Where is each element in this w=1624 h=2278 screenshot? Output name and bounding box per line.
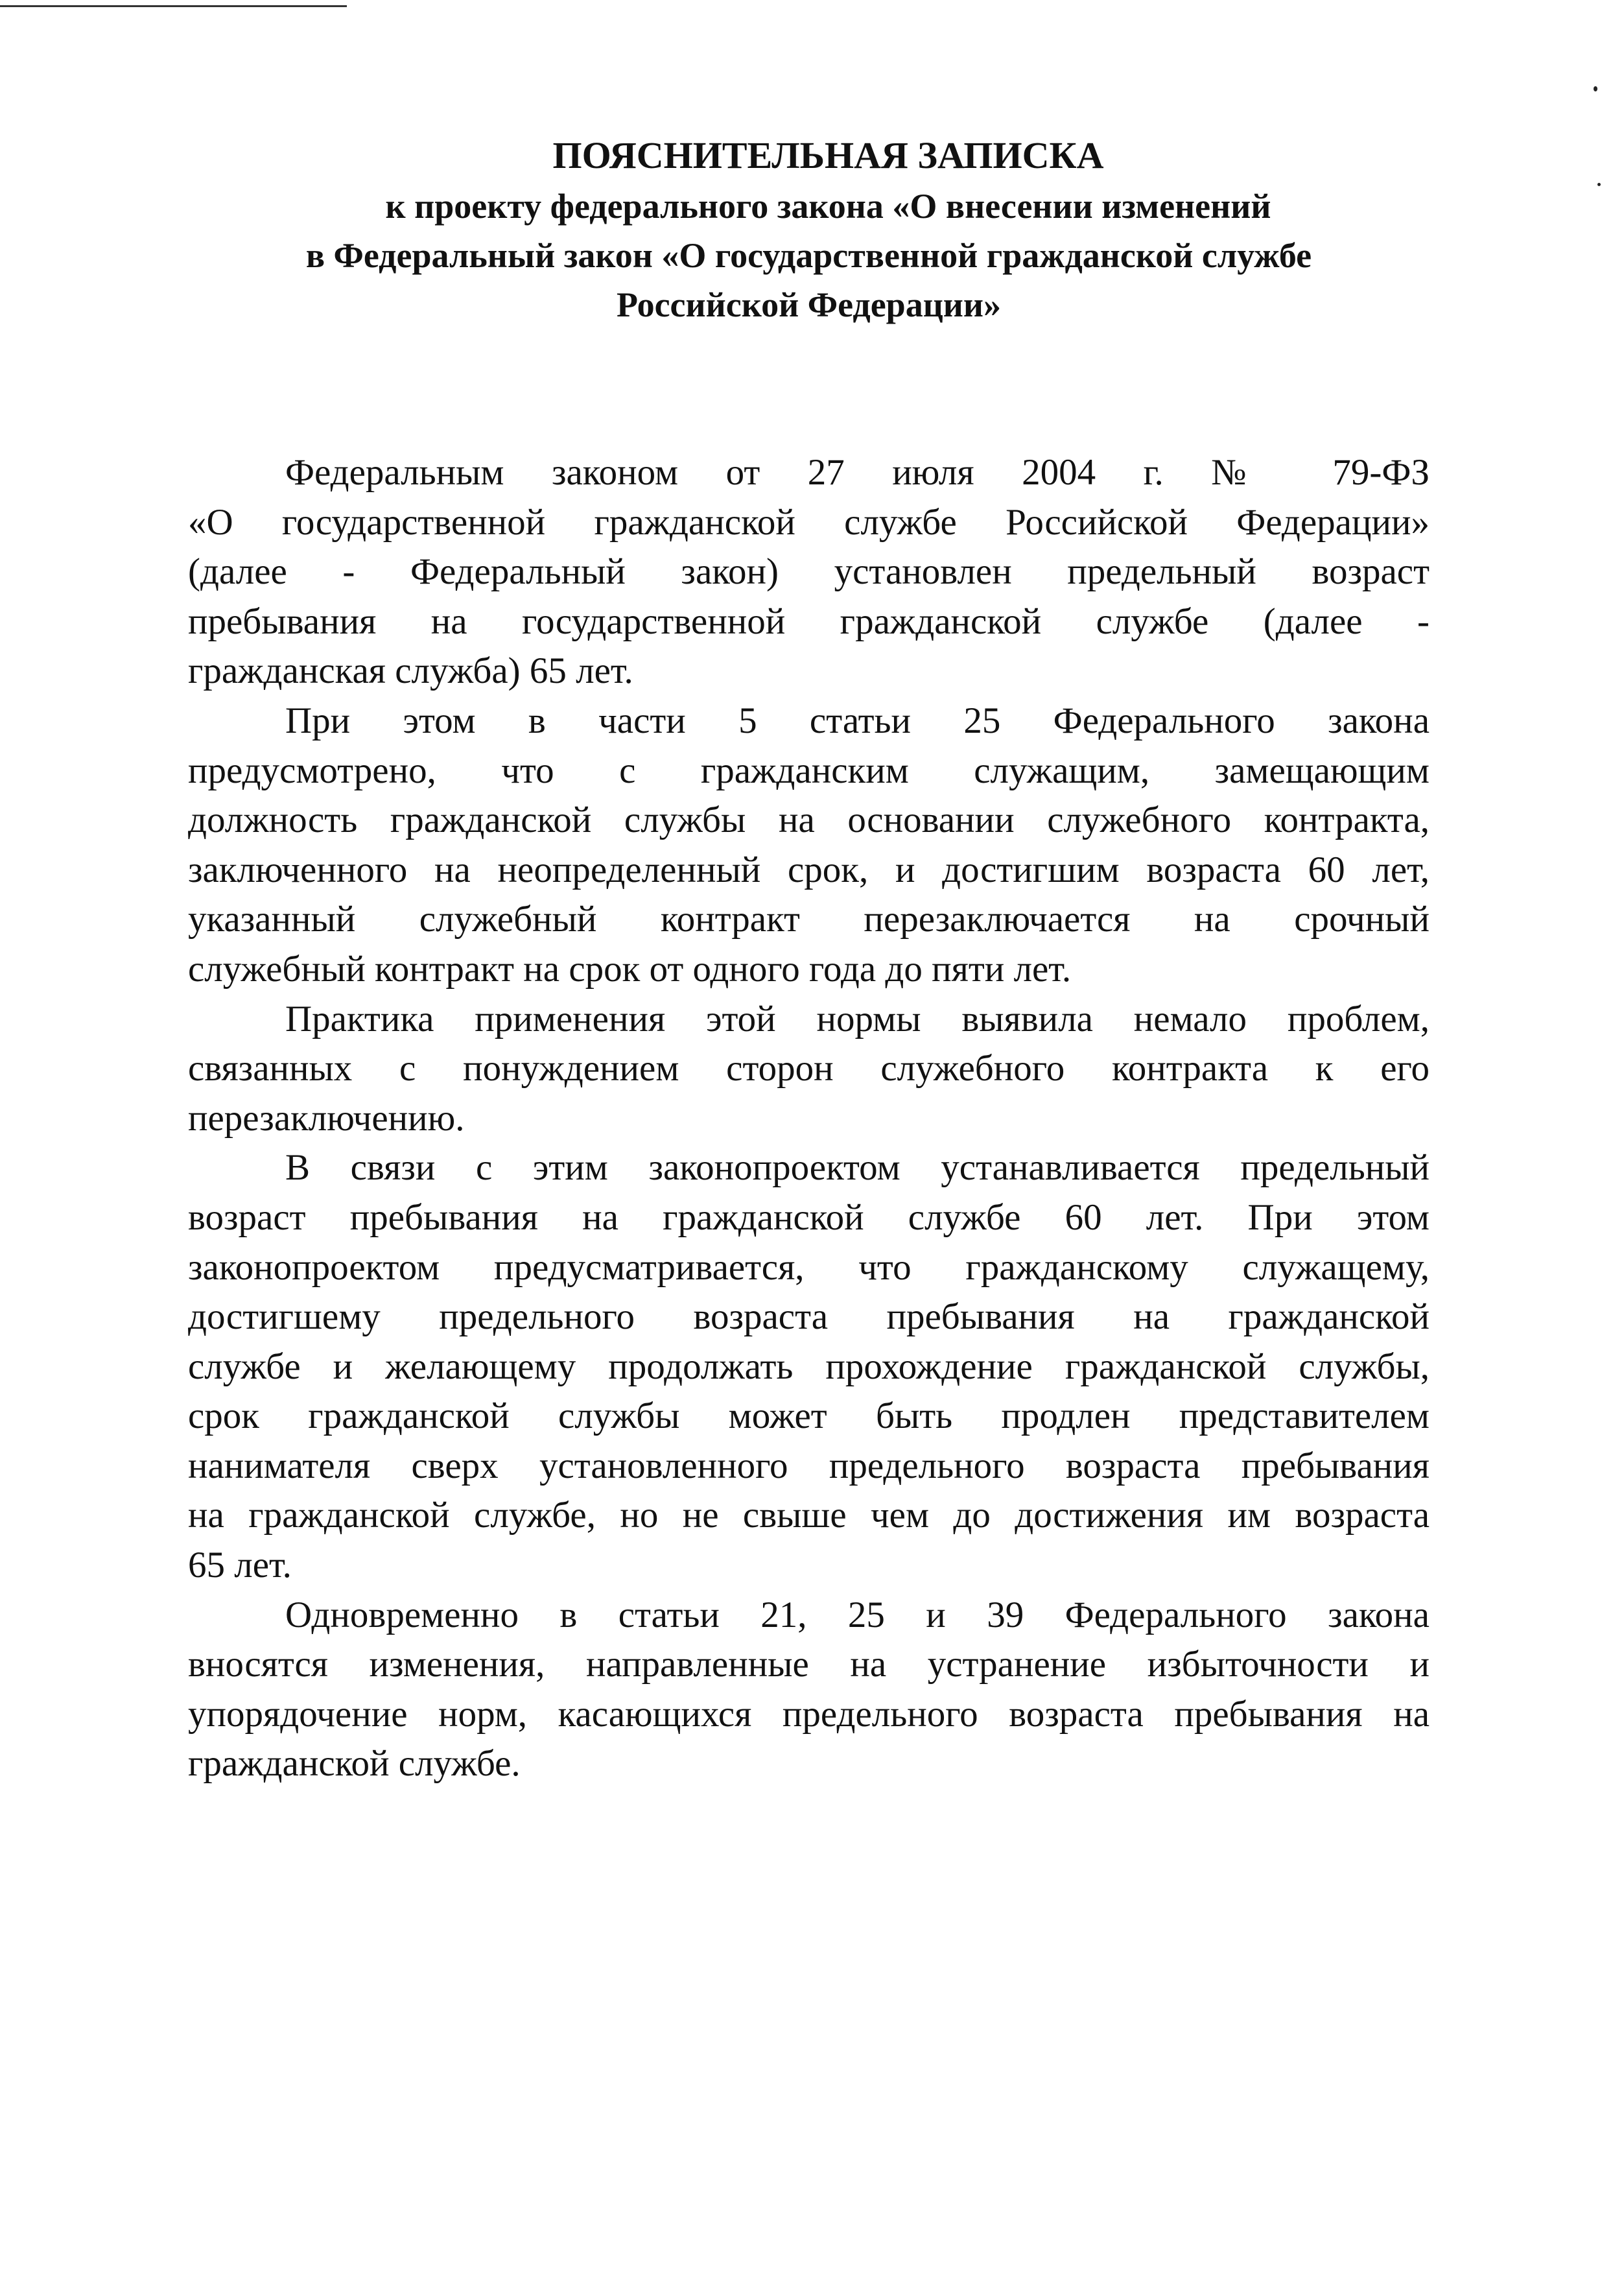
subtitle-line: к проекту федерального закона «О внесении изменений [385, 187, 1271, 226]
document-body [188, 448, 1430, 1789]
text-line: 65 лет. [188, 1545, 292, 1586]
text-line: (далее - Федеральный закон) установлен предельный возраст [188, 551, 1430, 593]
text-line: служебный контракт на срок от одного года до пяти лет. [188, 948, 1072, 990]
text-line: законопроектом предусматривается, что гражданскому служащему, [188, 1246, 1430, 1288]
paragraph [188, 696, 1430, 995]
text-line: При этом в части 5 статьи 25 Федерального закона [285, 700, 1430, 741]
text-line: достигшему предельного возраста пребывания на гражданской [188, 1296, 1430, 1338]
subtitle-line: Российской Федерации» [616, 285, 1002, 324]
text-line: возраст пребывания на гражданской службе 60 лет. При этом [188, 1196, 1430, 1238]
text-line: связанных с понуждением сторон служебного контракта к его [188, 1048, 1430, 1089]
scan-speck [1597, 183, 1601, 186]
text-line: упорядочение норм, касающихся предельного возраста пребывания на [188, 1693, 1430, 1735]
paragraph [188, 1591, 1430, 1789]
text-line: указанный служебный контракт перезаключается на срочный [188, 899, 1430, 940]
scan-edge-line [0, 5, 347, 7]
subtitle-line: в Федеральный закон «О государственной гражданской службе [305, 236, 1312, 275]
text-line: на гражданской службе, но не свыше чем до достижения им возраста [188, 1495, 1430, 1536]
text-line: Практика применения этой нормы выявила немало проблем, [285, 998, 1430, 1039]
text-line: пребывания на государственной гражданской службе (далее - [188, 600, 1430, 642]
text-line: Одновременно в статьи 21, 25 и 39 Федерального закона [285, 1594, 1430, 1635]
paragraph [188, 448, 1430, 696]
text-line: нанимателя сверх установленного предельного возраста пребывания [188, 1445, 1430, 1486]
text-line: Федеральным законом от 27 июля 2004 г. № 79-ФЗ [285, 452, 1430, 493]
text-line: гражданской службе. [188, 1743, 521, 1785]
text-line: вносятся изменения, направленные на устранение избыточности и [188, 1644, 1430, 1685]
scan-speck [1594, 86, 1597, 91]
paragraph [188, 1143, 1430, 1590]
text-line: гражданская служба) 65 лет. [188, 650, 633, 692]
text-line: должность гражданской службы на основании служебного контракта, [188, 800, 1430, 841]
text-line: перезаключению. [188, 1097, 465, 1139]
text-line: «О государственной гражданской службе Российской Федерации» [188, 501, 1430, 543]
text-line: заключенного на неопределенный срок, и достигшим возраста 60 лет, [188, 849, 1430, 890]
paragraph [188, 995, 1430, 1144]
text-line: срок гражданской службы может быть продлен представителем [188, 1395, 1430, 1437]
document-title: ПОЯСНИТЕЛЬНАЯ ЗАПИСКА [552, 134, 1104, 176]
document-header [188, 130, 1430, 329]
text-line: предусмотрено, что с гражданским служащим, замещающим [188, 750, 1430, 791]
text-line: В связи с этим законопроектом устанавливается предельный [285, 1147, 1430, 1189]
text-line: службе и желающему продолжать прохождение гражданской службы, [188, 1346, 1430, 1387]
